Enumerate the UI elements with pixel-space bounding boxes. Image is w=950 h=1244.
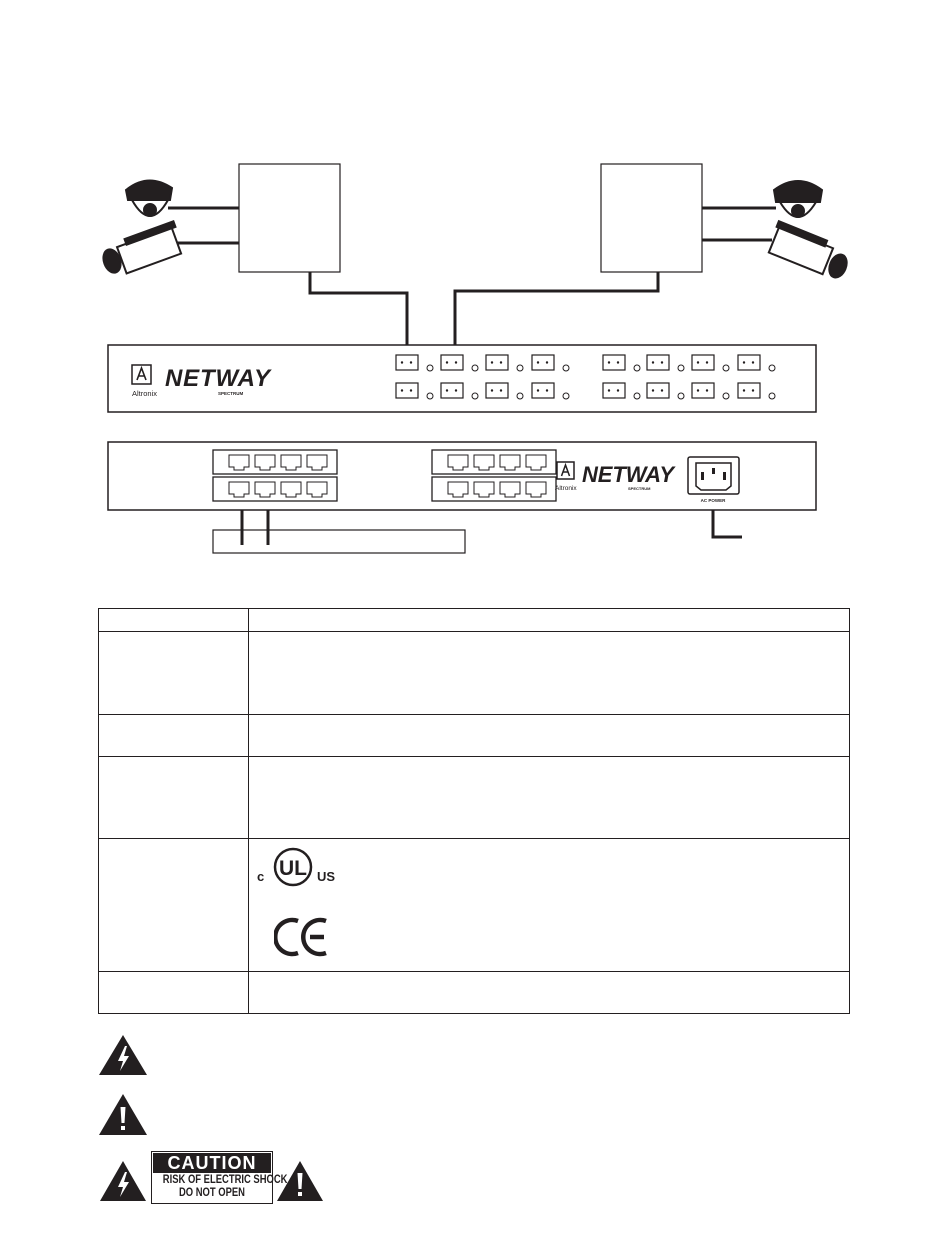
status-led <box>427 365 433 371</box>
brand-logo: NETWAY <box>582 462 674 487</box>
lightning-warning-icon <box>98 1034 148 1076</box>
ac-power-label: AC POWER <box>700 498 726 503</box>
table-row <box>99 972 850 1014</box>
status-led <box>678 365 684 371</box>
status-led <box>723 365 729 371</box>
ul-certification-mark: c UL US <box>257 847 352 887</box>
cable-label-bar <box>213 530 465 553</box>
brand-sub: SPECTRUM <box>218 391 244 396</box>
status-led <box>517 365 523 371</box>
status-led <box>563 393 569 399</box>
status-led <box>723 393 729 399</box>
dome-camera-icon <box>774 181 822 217</box>
status-led <box>769 365 775 371</box>
caution-line-1: RISK OF ELECTRIC SHOCK <box>162 1174 288 1186</box>
status-led <box>678 393 684 399</box>
caution-label <box>151 1151 288 1204</box>
bullet-camera-icon <box>100 221 181 275</box>
status-led <box>472 393 478 399</box>
spec-table <box>98 608 850 1014</box>
caution-title: CAUTION <box>153 1153 271 1173</box>
status-led <box>472 365 478 371</box>
table-row <box>99 839 850 972</box>
table-row <box>99 609 850 632</box>
altronix-logo-icon <box>557 462 574 479</box>
caution-line-2: DO NOT OPEN <box>178 1187 246 1199</box>
bullet-camera-icon <box>769 221 850 280</box>
dome-camera-icon <box>126 180 172 216</box>
installation-diagram <box>0 0 950 600</box>
right-device-box <box>601 164 702 272</box>
status-led <box>427 393 433 399</box>
ce-certification-mark <box>274 915 334 959</box>
brand-logo: NETWAY <box>165 365 270 392</box>
table-row <box>99 757 850 839</box>
status-led <box>634 365 640 371</box>
exclamation-warning-icon <box>276 1160 324 1202</box>
table-row <box>99 715 850 757</box>
ac-power-inlet-icon <box>688 457 739 494</box>
lightning-warning-icon <box>99 1160 147 1202</box>
brand-sub: SPECTRUM <box>628 486 651 491</box>
switch-rear-panel <box>108 442 816 510</box>
maker-name: Altronix <box>132 389 158 398</box>
maker-name: Altronix <box>555 485 577 492</box>
ul-text: UL <box>279 857 307 880</box>
switch-front-panel <box>108 345 816 412</box>
exclamation-warning-icon <box>98 1093 148 1136</box>
status-led <box>634 393 640 399</box>
table-row <box>99 632 850 715</box>
status-led <box>769 393 775 399</box>
left-device-box <box>239 164 340 272</box>
status-led <box>517 393 523 399</box>
status-led <box>563 365 569 371</box>
altronix-logo-icon <box>132 365 151 384</box>
